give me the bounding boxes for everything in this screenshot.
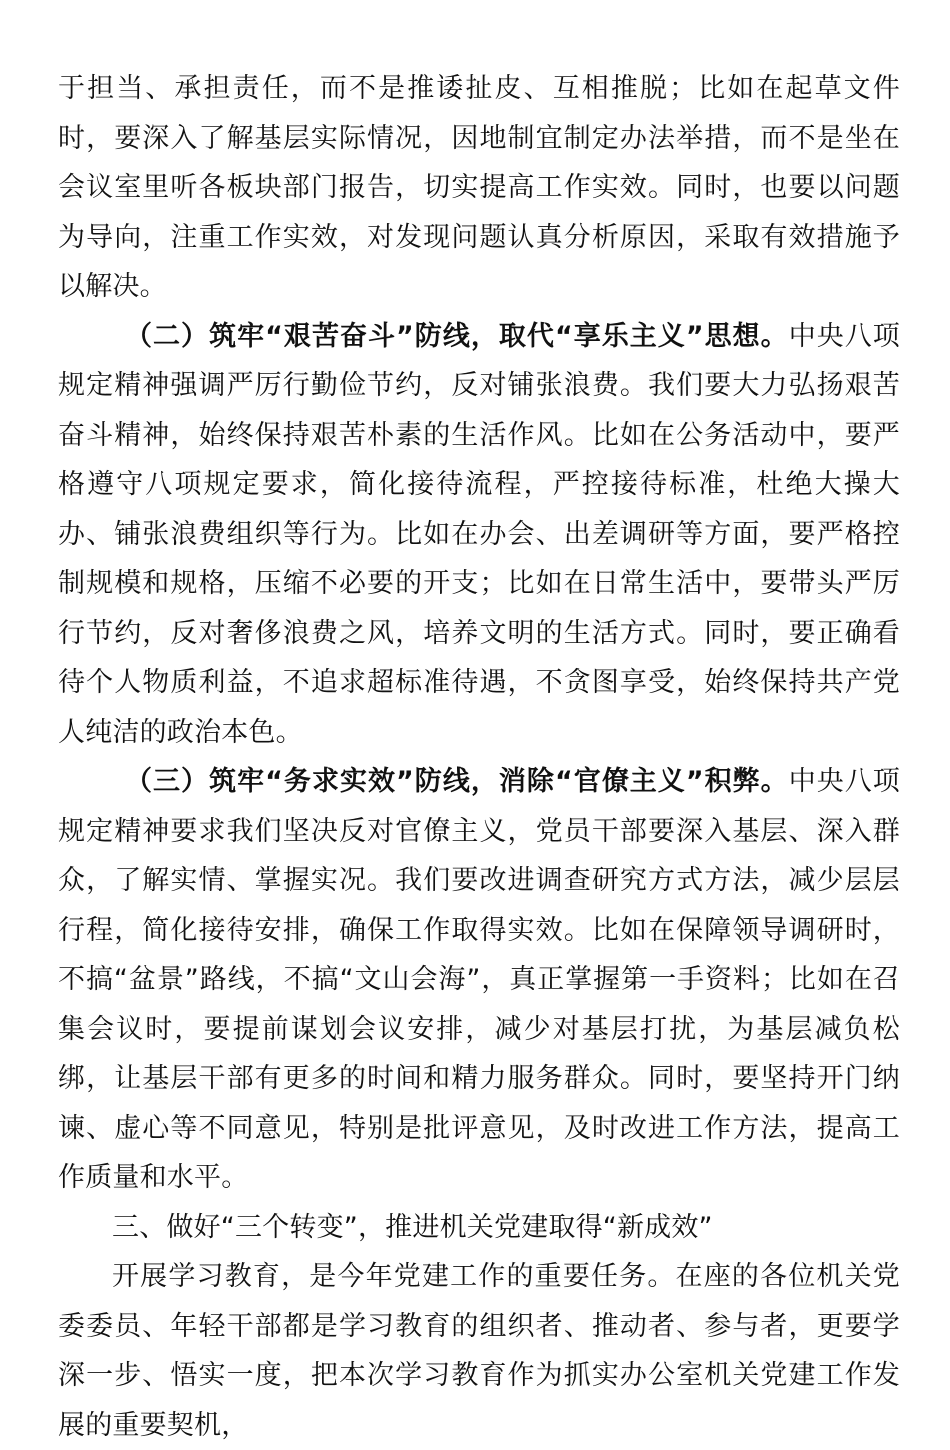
paragraph-section-3 <box>58 757 900 1203</box>
paragraph-text: 中央八项规定精神要求我们坚决反对官僚主义，党员干部要深入基层、深入群众，了解实情、掌握实况。我们要改进调查研究方式方法，减少层层行程，简化接待安排，确保工作取得实效。比如在保障领导调研时，不搞“盆景”路线，不搞“文山会海”，真正掌握第一手资料；比如在召集会议时，要提前谋划会议安排，减少对基层打扰，为基层减负松绑，让基层干部有更多的时间和精力服务群众。同时，要坚持开门纳谏、虚心等不同意见，特别是批评意见，及时改进工作方法，提高工作质量和水平。 <box>58 766 900 1193</box>
section-heading-2: （二）筑牢“艰苦奋斗”防线，取代“享乐主义”思想。 <box>125 320 789 352</box>
paragraph-section-2 <box>58 312 900 758</box>
paragraph-intro <box>58 1252 900 1450</box>
section-heading-3: （三）筑牢“务求实效”防线，消除“官僚主义”积弊。 <box>125 766 789 797</box>
chapter-heading-text: 三、做好“三个转变”，推进机关党建取得“新成效” <box>112 1211 713 1243</box>
paragraph-text: 开展学习教育，是今年党建工作的重要任务。在座的各位机关党委委员、年轻干部都是学习教育的组织者、推动者、参与者，更要学深一步、悟实一度，把本次学习教育作为抓实办公室机关党建工作发展的重要契机， <box>58 1261 900 1441</box>
paragraph-text: 于担当、承担责任，而不是推诿扯皮、互相推脱；比如在起草文件时，要深入了解基层实际情况，因地制宜制定办法举措，而不是坐在会议室里听各板块部门报告，切实提高工作实效。同时，也要以问题为导向，注重工作实效，对发现问题认真分析原因，采取有效措施予以解决。 <box>58 73 900 302</box>
chapter-heading-3 <box>58 1203 900 1253</box>
document-body <box>58 64 900 1450</box>
paragraph-text: 中央八项规定精神强调严厉行勤俭节约，反对铺张浪费。我们要大力弘扬艰苦奋斗精神，始终保持艰苦朴素的生活作风。比如在公务活动中，要严格遵守八项规定要求，简化接待流程，严控接待标准，杜绝大操大办、铺张浪费组织等行为。比如在办会、出差调研等方面，要严格控制规模和规格，压缩不必要的开支；比如在日常生活中，要带头严厉行节约，反对奢侈浪费之风，培养文明的生活方式。同时，要正确看待个人物质利益，不追求超标准待遇，不贪图享受，始终保持共产党人纯洁的政治本色。 <box>58 320 900 748</box>
paragraph-continuation <box>58 64 900 312</box>
